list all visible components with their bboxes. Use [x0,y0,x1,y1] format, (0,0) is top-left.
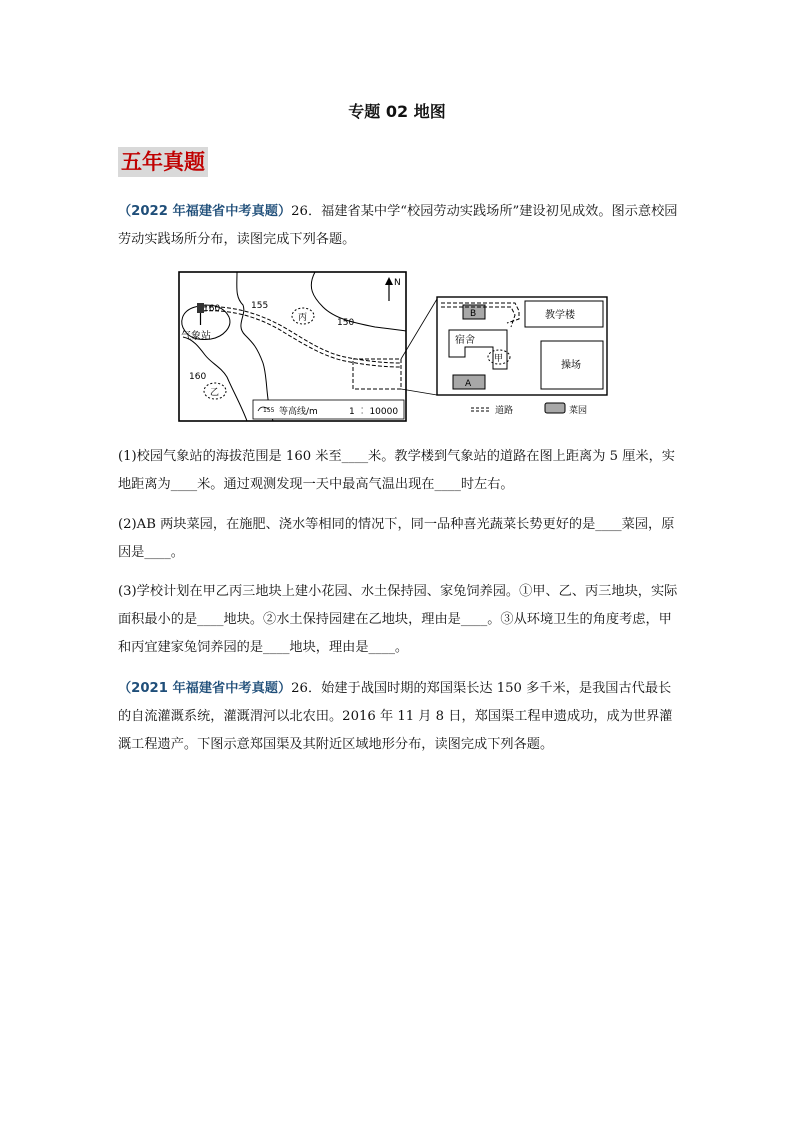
sub-question-3: (3)学校计划在甲乙丙三地块上建小花园、水土保持园、家兔饲养园。①甲、乙、丙三地块，实际面积最小的是____地块。②水土保持园建在乙地块，理由是____。③从环境卫生的角度考虑，甲和丙宜建家兔饲养园的是____地块，理由是____。 [118,584,678,655]
contour-line [311,272,406,331]
weather-station-label: 气象站 [181,331,211,342]
teaching-building-label: 教学楼 [545,310,575,321]
question-2022-intro [118,198,678,254]
sub-question-1: (1)校园气象站的海拔范围是 160 米至____米。教学楼到气象站的道路在图上距离为 5 厘米，实地距离为____米。通过观测发现一天中最高气温出现在____时左右。 [118,449,675,492]
inset-marker [353,359,401,389]
contour-label: 150 [337,318,355,328]
north-label: N [394,278,401,288]
page-title: 专题 02 地图 [348,102,446,121]
contour-label: 155 [251,301,269,311]
garden-legend-label: 菜园 [569,406,588,416]
garden-a-label: A [465,379,472,389]
question-text: 26．福建省某中学“校园劳动实践场所”建设初见成效。图示意校园劳动实践场所分布，读图完成下列各题。 [118,204,678,247]
north-arrow-icon [385,277,393,301]
contour-label: 160 [189,372,207,382]
campus-map-figure [175,267,615,431]
question-source: （2022 年福建省中考真题） [118,204,292,219]
contour-legend-value: 155 [263,407,275,414]
plot-yi-label: 乙 [210,388,220,398]
sub-question-2: (2)AB 两块菜园，在施肥、浇水等相同的情况下，同一品种喜光蔬菜长势更好的是____菜园，原因是____。 [118,517,675,560]
plot-bing-label: 丙 [298,313,308,323]
contour-label: 160 [203,304,221,314]
question-source: （2021 年福建省中考真题） [118,681,292,696]
garden-b-label: B [470,309,477,319]
question-2021-intro [118,675,678,759]
contour-legend-label: 等高线/m [279,407,318,417]
question-text: 26．始建于战国时期的郑国渠长达 150 多千米，是我国古代最长的自流灌溉系统，灌溉渭河以北农田。2016 年 11 月 8 日，郑国渠工程申遗成功，成为世界灌溉工程遗产。下图示意郑国渠及其附近区域地形分布，读图完成下列各题。 [118,681,673,752]
scale-label: 1 ︰ 10000 [349,407,399,417]
road-legend-label: 道路 [495,406,514,416]
plot-jia-label: 甲 [494,354,504,364]
playground-label: 操场 [561,360,581,371]
section-tag: 五年真题 [118,147,208,177]
dormitory-label: 宿舍 [455,335,475,346]
garden-legend-icon [545,403,565,413]
contour-line [237,272,273,421]
